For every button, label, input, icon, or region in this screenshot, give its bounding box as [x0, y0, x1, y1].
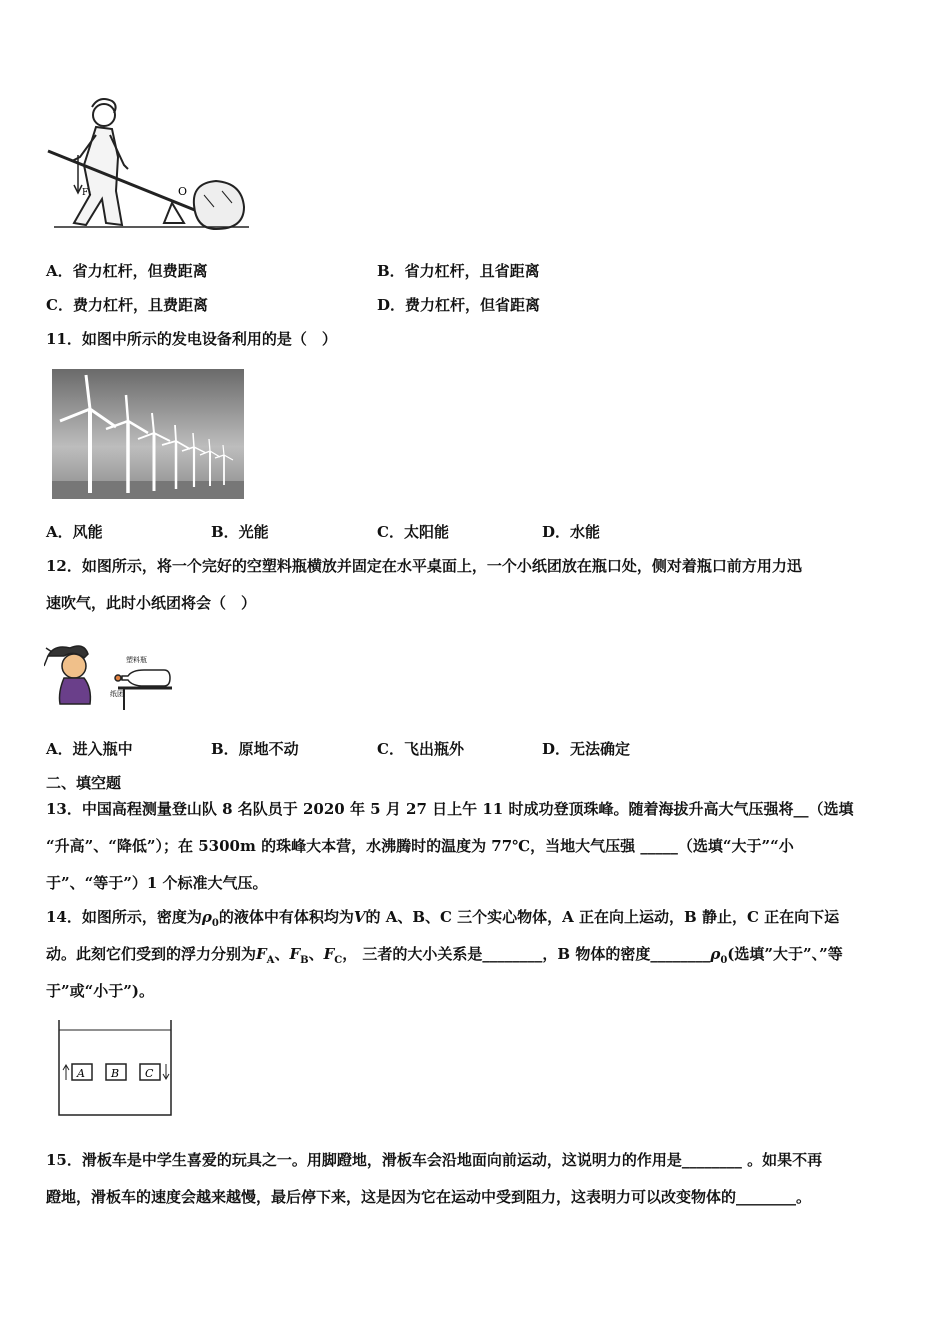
fulcrum-label: O	[178, 185, 188, 198]
q12-option-d: D．无法确定	[542, 740, 631, 758]
force-a-subscript: A	[266, 955, 275, 966]
q11-stem: 11．如图中所示的发电设备利用的是（ ）	[46, 330, 337, 348]
force-b-subscript: B	[300, 955, 309, 966]
q10-option-a: A．省力杠杆，但费距离	[46, 262, 208, 280]
q14-line1-part-a: 14．如图所示，密度为	[46, 908, 202, 926]
liquid-container-figure	[56, 1020, 176, 1118]
separator-1: 、	[274, 945, 290, 963]
force-b-symbol: F	[289, 945, 301, 963]
rho-symbol-2: ρ	[710, 945, 721, 963]
q15-line2: 蹬地，滑板车的速度会越来越慢，最后停下来，这是因为它在运动中受到阻力，这表明力可以改变物体的________。	[46, 1188, 812, 1206]
section-title: 二、填空题	[46, 774, 122, 792]
q11-option-a: A．风能	[46, 523, 103, 541]
q14-line2-part-c: (选填”大于”、”等	[727, 945, 843, 963]
q14-line2-part-b: ， 三者的大小关系是________，B 物体的密度________	[342, 945, 711, 963]
wind-turbines-photo	[52, 369, 244, 499]
q13-line1: 13．中国高程测量登山队 8 名队员于 2020 年 5 月 27 日上午 11 时成功登顶珠峰。随着海拔升高大气压强将__（选填	[46, 800, 854, 818]
q14-line1	[46, 907, 839, 934]
volume-symbol: V	[353, 908, 366, 926]
q14-line2-part-a: 动。此刻它们受到的浮力分别为	[46, 945, 257, 963]
q12-stem-line2: 速吹气，此时小纸团将会（ ）	[46, 594, 257, 612]
q13-line2: “升高”、“降低”）；在 5300m 的珠峰大本营，水沸腾时的温度为 77℃，当地大气压强 _____（选填“大于”“小	[46, 837, 794, 855]
q11-option-c: C．太阳能	[377, 523, 449, 541]
box-c-label: C	[145, 1067, 154, 1080]
rho-symbol: ρ	[201, 908, 212, 926]
q12-option-b: B．原地不动	[211, 740, 299, 758]
force-c-subscript: C	[334, 955, 343, 966]
box-a-label: A	[77, 1067, 85, 1080]
box-b-label: B	[111, 1067, 120, 1080]
q11-option-d: D．水能	[542, 523, 601, 541]
q10-option-d: D．费力杠杆，但省距离	[377, 296, 541, 314]
force-c-symbol: F	[323, 945, 335, 963]
q14-line2	[46, 944, 843, 971]
q10-option-c: C．费力杠杆，且费距离	[46, 296, 208, 314]
bottle-label: 塑料瓶	[126, 656, 147, 664]
q11-option-b: B．光能	[211, 523, 269, 541]
q12-option-a: A．进入瓶中	[46, 740, 133, 758]
q14-line3: 于”或“小于”)。	[46, 982, 154, 1000]
q12-option-c: C．飞出瓶外	[377, 740, 464, 758]
separator-2: 、	[308, 945, 324, 963]
q13-line3: 于”、“等于”）1 个标准大气压。	[46, 874, 268, 892]
q12-stem-line1: 12．如图所示，将一个完好的空塑料瓶横放并固定在水平桌面上，一个小纸团放在瓶口处，侧对着瓶口前方用力迅	[46, 557, 802, 575]
q14-line1-part-c: 的 A、B、C 三个实心物体，A 正在向上运动，B 静止，C 正在向下运	[365, 908, 840, 926]
rho-subscript: 0	[211, 918, 219, 929]
q15-line1: 15．滑板车是中学生喜爱的玩具之一。用脚蹬地，滑板车会沿地面向前运动，这说明力的作用是________ 。如果不再	[46, 1151, 823, 1169]
rho-subscript-2: 0	[720, 955, 728, 966]
force-a-symbol: F	[256, 945, 267, 963]
force-label: F₁	[82, 188, 92, 198]
lever-figure	[44, 95, 249, 235]
q10-option-b: B．省力杠杆，且省距离	[377, 262, 540, 280]
paper-ball-label: 纸团	[110, 690, 124, 698]
bottle-blowing-figure	[44, 640, 174, 712]
q14-line1-part-b: 的液体中有体积均为	[218, 908, 354, 926]
